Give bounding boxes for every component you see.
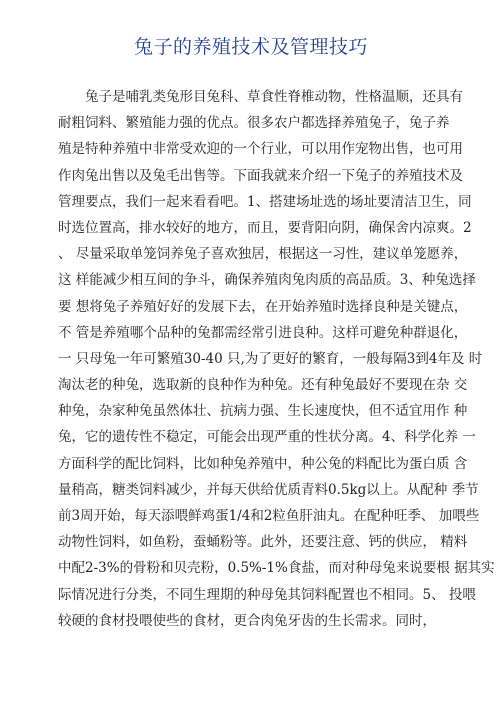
body-line: 兔子是哺乳类兔形目兔科、草食性脊椎动物，性格温顺，还具有 (85, 89, 463, 105)
body-line: 这 样能减少相互间的争斗，确保养殖肉兔肉质的高品质。3、种兔选择 (58, 272, 476, 289)
document-body (58, 84, 495, 634)
body-line: 前3周开始，每天添喂鲜鸡蛋1/4和2粒鱼肝油丸。在配种旺季、 加喂些 (58, 508, 480, 524)
body-line: 较硬的食材投喂使些的食材，更合肉兔牙齿的生长需求。同时， (58, 612, 436, 629)
body-line: 淘汰老的种兔，选取新的良种作为种兔。还有种兔最好不要现在杂 交 (58, 377, 468, 394)
body-line: 时选位置高，排水较好的地方，而且，要背阳向阴，确保舍内凉爽。2 (58, 219, 472, 236)
body-line: 中配2-3%的骨粉和贝壳粉，0.5%-1%食盐，而对种母兔来说要根 据其实 (58, 560, 495, 577)
body-line: 量稍高，糖类饲料减少，并每天供给优质青料0.5kg以上。从配种 季节 (58, 481, 479, 498)
body-line: 种兔，杂家种兔虽然体壮、抗病力强、生长速度快，但不适宜用作 种 (58, 403, 468, 420)
body-line: 兔，它的遗传性不稳定，可能会出现严重的性状分离。4、科学化养 一 (58, 429, 476, 446)
body-line: 耐粗饲料、繁殖能力强的优点。很多农户都选择养殖兔子，兔子养 (58, 115, 450, 132)
body-line: 动物性饲料，如鱼粉，蚕蛹粉等。此外，还要注意、钙的供应， 精料 (58, 534, 468, 551)
body-line: 际情况进行分类，不同生理期的种母兔其饲料配置也不相同。5、 投喂 (58, 586, 476, 603)
body-line: 方面科学的配比饲料，比如种兔养殖中，种公兔的料配比为蛋白质 含 (58, 455, 468, 472)
document-title: 兔子的养殖技术及管理技巧 (133, 36, 368, 58)
body-line: 管理要点，我们一起来看看吧。1、搭建场址选的场址要清洁卫生，同 (58, 193, 472, 210)
body-line: 要 想将兔子养殖好好的发展下去，在开始养殖时选择良种是关键点， (58, 298, 468, 315)
body-line: 一 只母兔一年可繁殖30-40 只,为了更好的繁育，一般每隔3到4年及 时 (58, 350, 483, 367)
body-line: 不 管是养殖哪个品种的兔都需经常引进良种。这样可避免种群退化， (58, 324, 468, 341)
body-line: 作肉兔出售以及兔毛出售等。下面我就来介绍一下兔子的养殖技术及 (58, 167, 463, 184)
body-line: 、 尽量采取单笼饲养兔子喜欢独居，根据这一习性，建议单笼愿养， (58, 246, 468, 263)
body-line: 殖是特种养殖中非常受欢迎的一个行业，可以用作宠物出售，也可用 (58, 141, 463, 158)
